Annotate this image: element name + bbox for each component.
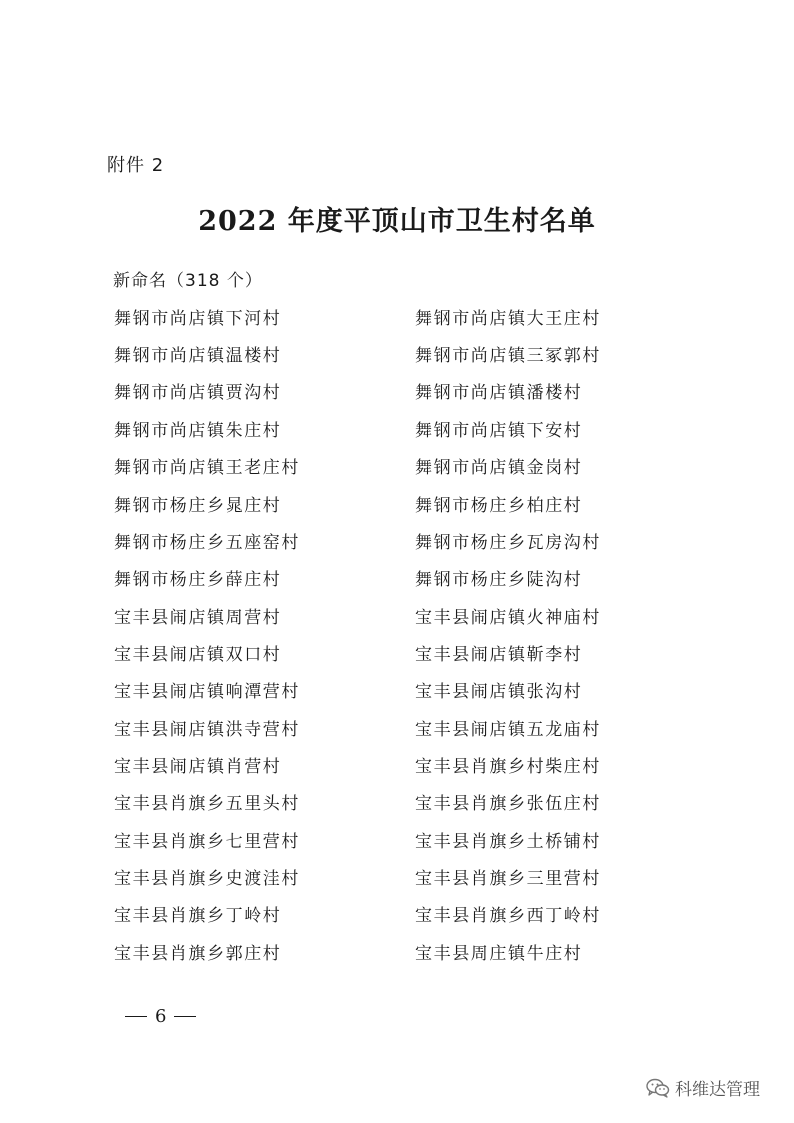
page-number: 6 — [155, 1006, 167, 1027]
list-item: 舞钢市尚店镇潘楼村 — [415, 383, 583, 403]
list-item: 舞钢市杨庄乡五座窑村 — [114, 533, 300, 553]
list-item: 宝丰县肖旗乡五里头村 — [114, 794, 300, 814]
list-item: 舞钢市尚店镇贾沟村 — [114, 383, 282, 403]
list-item: 舞钢市杨庄乡柏庄村 — [415, 496, 583, 516]
list-item: 宝丰县肖旗乡张伍庄村 — [415, 794, 601, 814]
list-item: 宝丰县闹店镇洪寺营村 — [114, 720, 300, 740]
list-item: 宝丰县闹店镇响潭营村 — [114, 682, 300, 702]
list-item: 宝丰县肖旗乡土桥铺村 — [415, 832, 601, 852]
attachment-label: 附件 2 — [107, 155, 165, 176]
wechat-icon — [646, 1078, 670, 1098]
list-item: 舞钢市尚店镇大王庄村 — [415, 309, 601, 329]
list-item: 舞钢市尚店镇金岗村 — [415, 458, 583, 478]
list-item: 宝丰县周庄镇牛庄村 — [415, 944, 583, 964]
dash-right — [174, 1016, 196, 1017]
list-item: 宝丰县肖旗乡郭庄村 — [114, 944, 282, 964]
watermark — [646, 1075, 760, 1100]
list-item: 宝丰县闹店镇五龙庙村 — [415, 720, 601, 740]
list-item: 舞钢市杨庄乡晁庄村 — [114, 496, 282, 516]
list-item: 宝丰县肖旗乡丁岭村 — [114, 906, 282, 926]
list-item: 宝丰县闹店镇双口村 — [114, 645, 282, 665]
list-item: 舞钢市杨庄乡薛庄村 — [114, 570, 282, 590]
list-item: 宝丰县肖旗乡史渡洼村 — [114, 869, 300, 889]
list-item: 舞钢市尚店镇朱庄村 — [114, 421, 282, 441]
list-item: 宝丰县闹店镇火神庙村 — [415, 608, 601, 628]
list-item: 舞钢市尚店镇三冢郭村 — [415, 346, 601, 366]
list-item: 舞钢市杨庄乡陡沟村 — [415, 570, 583, 590]
list-item: 舞钢市尚店镇温楼村 — [114, 346, 282, 366]
list-item: 舞钢市尚店镇下安村 — [415, 421, 583, 441]
page-footer — [125, 1006, 196, 1027]
list-item: 宝丰县肖旗乡西丁岭村 — [415, 906, 601, 926]
list-item: 舞钢市杨庄乡瓦房沟村 — [415, 533, 601, 553]
list-item: 宝丰县肖旗乡七里营村 — [114, 832, 300, 852]
list-item: 宝丰县闹店镇周营村 — [114, 608, 282, 628]
page-title: 2022 年度平顶山市卫生村名单 — [198, 206, 596, 237]
list-item: 舞钢市尚店镇下河村 — [114, 309, 282, 329]
list-item: 宝丰县肖旗乡三里营村 — [415, 869, 601, 889]
section-heading: 新命名（318 个） — [113, 271, 263, 291]
watermark-text: 科维达管理 — [675, 1080, 760, 1100]
list-item: 舞钢市尚店镇王老庄村 — [114, 458, 300, 478]
list-item: 宝丰县肖旗乡村柴庄村 — [415, 757, 601, 777]
dash-left — [125, 1016, 147, 1017]
list-item: 宝丰县闹店镇张沟村 — [415, 682, 583, 702]
list-item: 宝丰县闹店镇肖营村 — [114, 757, 282, 777]
list-item: 宝丰县闹店镇靳李村 — [415, 645, 583, 665]
